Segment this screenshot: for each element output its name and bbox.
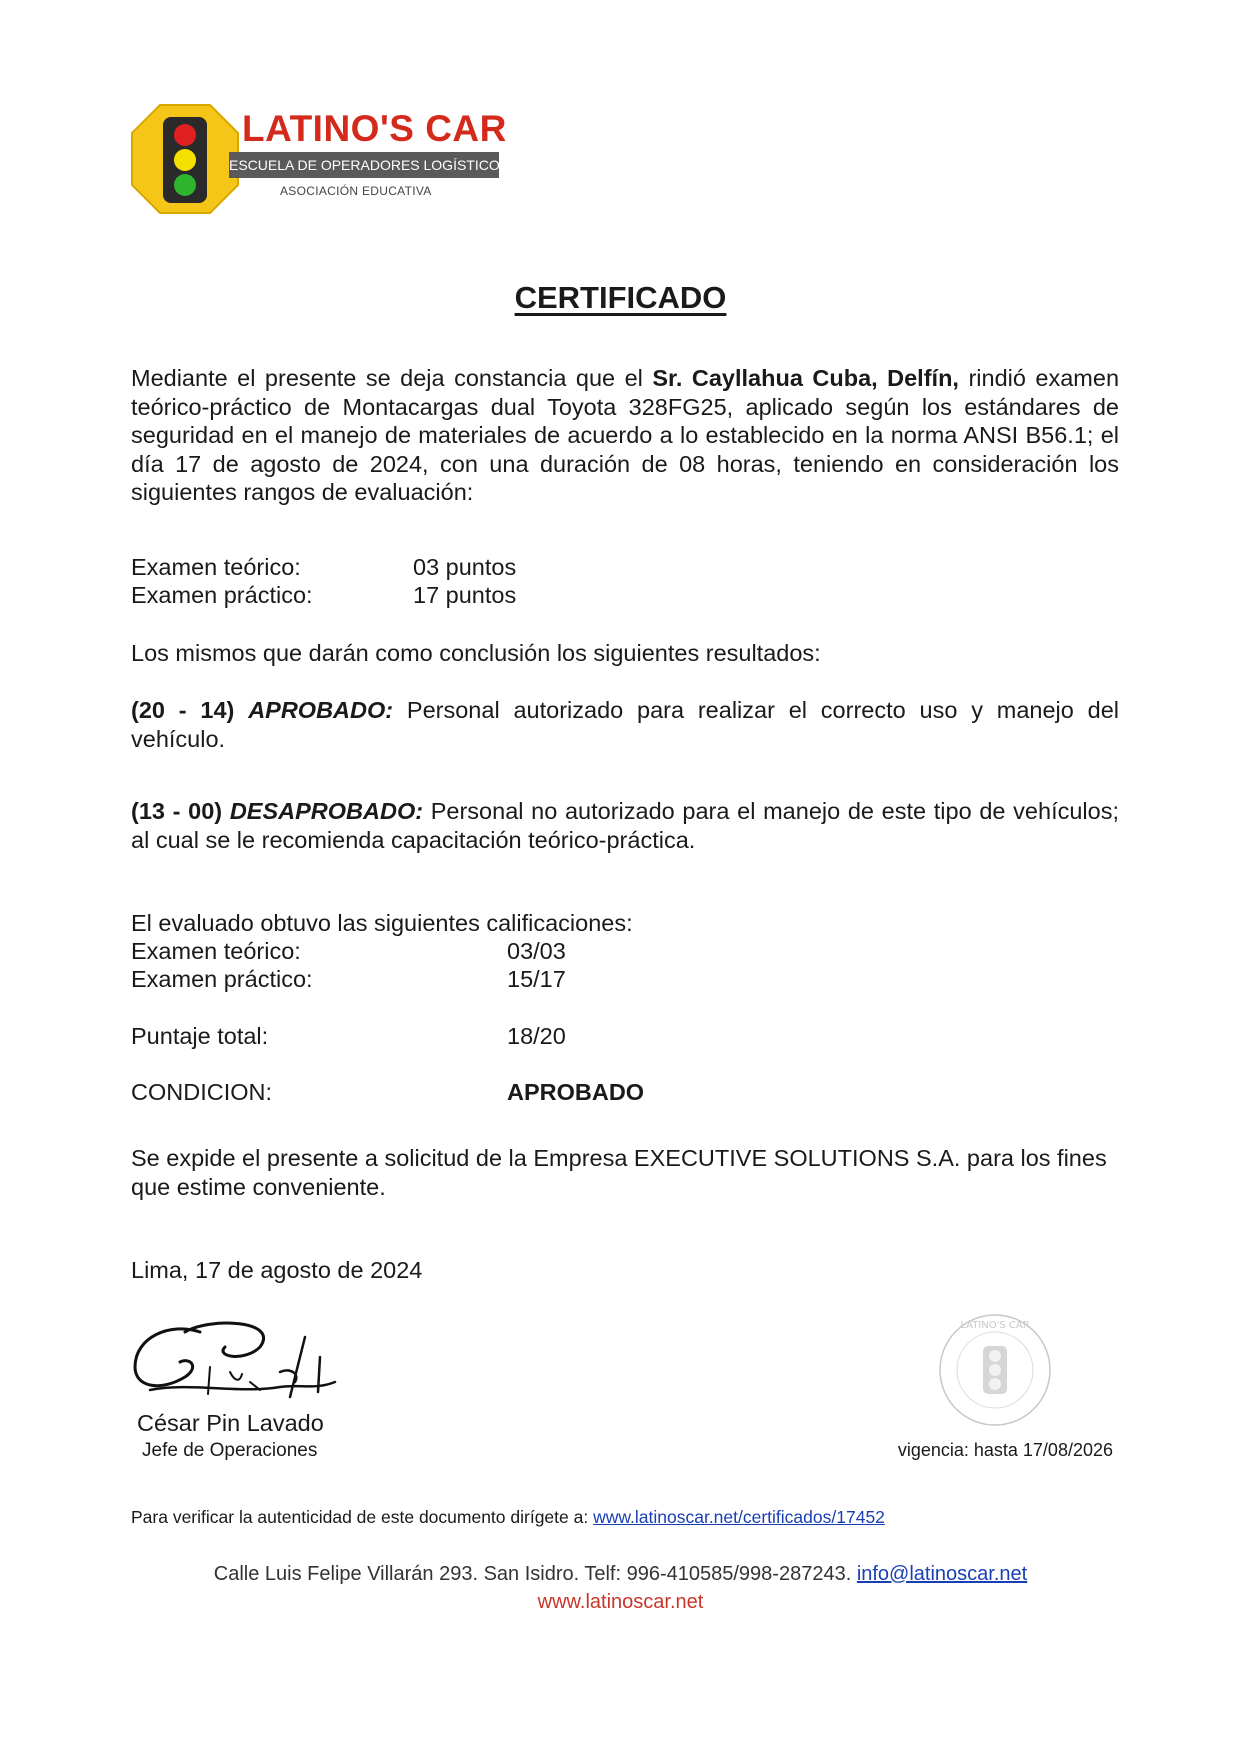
seal-icon [935,1310,1055,1430]
brand-tagline: ESCUELA DE OPERADORES LOGÍSTICOS [229,152,499,178]
place-date: Lima, 17 de agosto de 2024 [131,1257,423,1283]
total-value: 18/20 [507,1023,566,1049]
intro-paragraph: Mediante el presente se deja constancia que el Sr. Cayllahua Cuba, Delfín, rindió examen teórico-práctico de Montacargas dual Toyota 328FG25, aplicado según los estándares de seguridad en el manejo de materiales de acuerdo a lo establecido en la norma ANSI B56.1; el día 17 de agosto de 2024, con una duración de 08 horas, teniendo en consideración los siguientes rangos de evaluación: [131,365,1120,505]
failed-paragraph: (13 - 00) DESAPROBADO: Personal no autorizado para el manejo de este tipo de vehículos; al cual se le recomienda capacitación teórico-práctica. [131,798,1119,853]
footer-website[interactable]: www.latinoscar.net [537,1591,704,1613]
condition-label: CONDICION: [131,1079,272,1105]
approved-paragraph: (20 - 14) APROBADO: Personal autorizado para realizar el correcto uso y manejo del vehículo. [131,697,1119,752]
candidate-name: Sr. Cayllahua Cuba, Delfín, [652,365,959,391]
grade-practice-value: 15/17 [507,966,566,992]
range-theory-label: Examen teórico: [131,554,301,580]
svg-text:LATINO'S CAR: LATINO'S CAR [960,1320,1030,1331]
brand-name: LATINO'S CAR [242,108,507,149]
grade-theory-value: 03/03 [507,938,566,964]
verify-link[interactable]: www.latinoscar.net/certificados/17452 [593,1507,885,1527]
grade-theory-label: Examen teórico: [131,938,301,964]
condition-value: APROBADO [507,1079,645,1105]
footer-address: Calle Luis Felipe Villarán 293. San Isidro. Telf: 996-410585/998-287243. info@latinoscar.net [213,1563,1028,1585]
range-theory-value: 03 puntos [413,554,517,580]
range-practice-label: Examen práctico: [131,582,313,608]
signer-name: César Pin Lavado [137,1410,324,1436]
range-practice-value: 17 puntos [413,582,517,608]
brand-subtitle: ASOCIACIÓN EDUCATIVA [280,184,432,198]
document-title: CERTIFICADO [514,280,727,315]
issued-paragraph: Se expide el presente a solicitud de la Empresa EXECUTIVE SOLUTIONS S.A. para los fines que estime conveniente. [131,1145,1107,1200]
signer-role: Jefe de Operaciones [142,1440,318,1461]
signature [130,1312,350,1407]
traffic-light-icon [130,103,240,215]
validity-date: vigencia: hasta 17/08/2026 [897,1440,1113,1460]
conclusion-intro: Los mismos que darán como conclusión los siguientes resultados: [131,640,821,666]
total-label: Puntaje total: [131,1023,269,1049]
footer-email-link[interactable]: info@latinoscar.net [856,1563,1028,1585]
grades-intro: El evaluado obtuvo las siguientes calificaciones: [131,910,633,936]
grade-practice-label: Examen práctico: [131,966,313,992]
verify-line: Para verificar la autenticidad de este documento dirígete a: www.latinoscar.net/certificados/17452 [131,1507,885,1527]
